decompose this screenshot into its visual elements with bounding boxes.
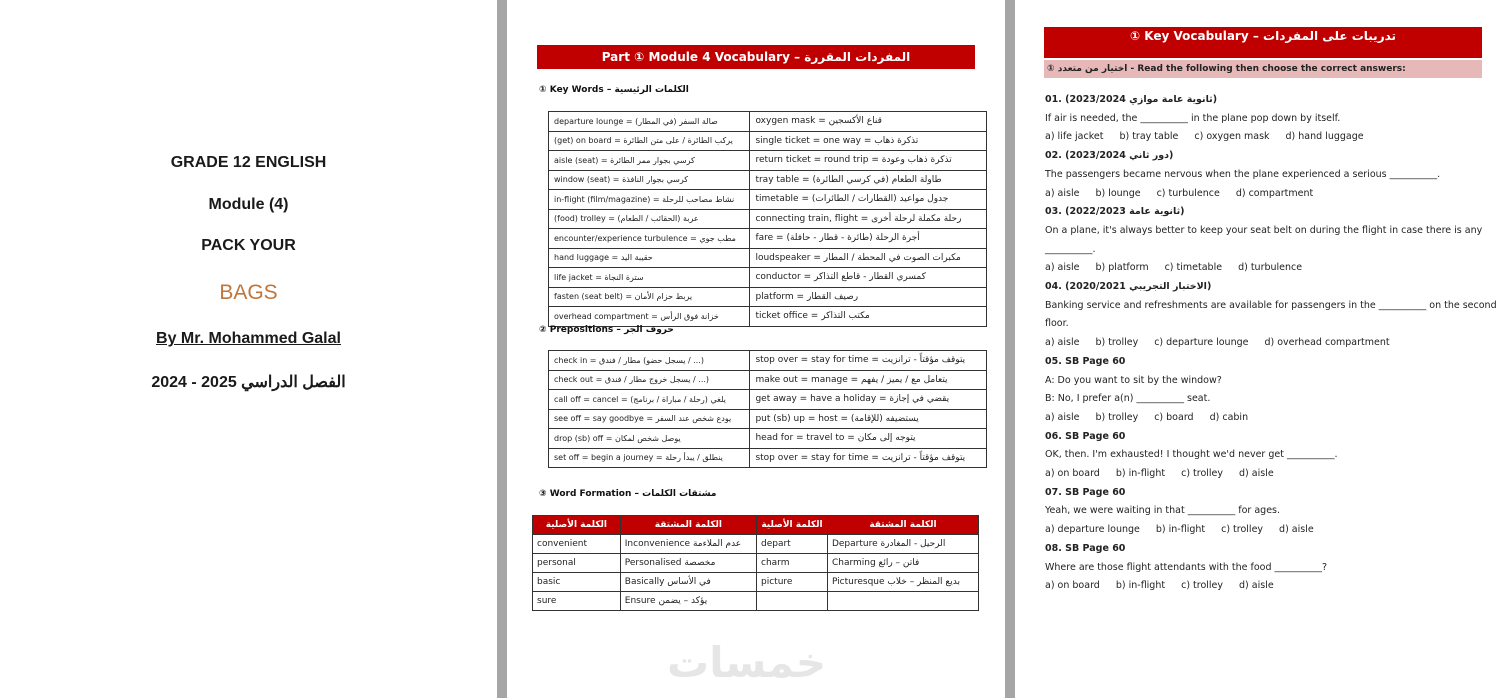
question-text: B: No, I prefer a(n) __________ seat. [1045, 393, 1211, 405]
answer-option[interactable]: d) compartment [1235, 187, 1314, 199]
grade-title: GRADE 12 ENGLISH [170, 154, 327, 171]
key-word-cell: return ticket = round trip = تذكرة ذهاب وعودة [750, 151, 987, 171]
key-word-cell: in-flight (film/magazine) = نشاط مصاحب للرحلة [549, 190, 750, 210]
key-words-table [548, 111, 987, 327]
answer-option[interactable]: b) lounge [1095, 187, 1141, 199]
question-text: If air is needed, the __________ in the plane pop down by itself. [1045, 112, 1341, 124]
answer-option[interactable]: a) life jacket [1045, 131, 1104, 143]
answer-option[interactable]: a) aisle [1045, 411, 1080, 423]
preposition-cell: head for = travel to = يتوجه إلى مكان [750, 429, 987, 449]
question-heading: 05. SB Page 60 [1045, 355, 1126, 367]
answer-option[interactable]: c) trolley [1221, 524, 1264, 536]
answer-option[interactable]: b) in-flight [1155, 524, 1206, 536]
preposition-cell: check in = يسجل حضو) مطار / فندق / ...) [549, 351, 750, 371]
key-word-cell: connecting train, flight = رحلة مكملة لرحلة أخرى [750, 209, 987, 229]
answer-option[interactable]: d) overhead compartment [1264, 337, 1390, 349]
word-formation-cell: charm [757, 554, 828, 573]
word-formation-cell: personal [533, 554, 621, 573]
answer-option[interactable]: b) trolley [1095, 337, 1139, 349]
answer-options [1045, 580, 1290, 591]
answer-option[interactable]: c) oxygen mask [1194, 131, 1270, 143]
answer-option[interactable]: d) turbulence [1238, 262, 1303, 274]
answer-option[interactable]: d) hand luggage [1285, 131, 1364, 143]
answer-options [1045, 262, 1318, 273]
answer-option[interactable]: b) in-flight [1115, 468, 1166, 479]
key-word-row [549, 248, 987, 268]
answer-options [1045, 337, 1406, 348]
preposition-row [549, 448, 987, 468]
key-word-row [549, 209, 987, 229]
preposition-cell: put (sb) up = host = يستضيفه (للإقامة) [750, 409, 987, 429]
word-formation-cell: Personalised مخصصة [620, 554, 756, 573]
answer-option[interactable]: a) on board [1045, 468, 1100, 479]
word-formation-cell: picture [757, 573, 828, 592]
word-formation-table [532, 515, 979, 611]
preposition-row [549, 429, 987, 449]
answer-option[interactable]: d) aisle [1239, 468, 1274, 479]
question-text: A: Do you want to sit by the window? [1045, 374, 1222, 386]
question-text: OK, then. I'm exhausted! I thought we'd never get __________. [1045, 449, 1338, 461]
word-formation-cell: Ensure يؤكد – يضمن [620, 592, 756, 611]
answer-option[interactable]: d) cabin [1209, 411, 1249, 423]
answer-option[interactable]: a) departure lounge [1045, 524, 1140, 536]
key-word-cell: aisle (seat) = كرسي بجوار ممر الطائرة [549, 151, 750, 171]
preposition-cell: call off = cancel = يلغي (رحلة / مباراة / برنامج) [549, 390, 750, 410]
answer-options [1045, 524, 1330, 535]
question-text: Banking service and refreshments are available for passengers in the __________ on the second [1045, 299, 1497, 311]
page-vocabulary [507, 0, 1005, 698]
word-formation-row [533, 573, 979, 592]
word-formation-cell: Departure الرحيل - المغادرة [827, 535, 978, 554]
word-formation-cell: sure [533, 592, 621, 611]
key-word-row [549, 112, 987, 132]
question-text: __________. [1045, 243, 1096, 255]
key-word-cell: window (seat) = كرسي بجوار النافذة [549, 170, 750, 190]
preposition-cell: get away = have a holiday = يقضي في إجازة [750, 390, 987, 410]
key-word-cell: life jacket = سترة النجاة [549, 268, 750, 288]
question-heading: 03. (2022/2023 ثانوية عامة) [1045, 206, 1185, 218]
key-word-cell: (food) trolley = عربة (الحقائب / الطعام) [549, 209, 750, 229]
key-word-cell: ticket office = مكتب التذاكر [750, 307, 987, 327]
preposition-row [549, 409, 987, 429]
question-text: The passengers became nervous when the plane experienced a serious __________. [1045, 168, 1441, 180]
preposition-cell: check out = يسجل خروج مطار / فندق / ...) [549, 370, 750, 390]
key-word-row [549, 268, 987, 288]
answer-option[interactable]: d) aisle [1239, 580, 1274, 592]
answer-option[interactable]: a) on board [1045, 580, 1100, 592]
answer-option[interactable]: c) trolley [1181, 468, 1224, 479]
question-heading: 08. SB Page 60 [1045, 542, 1126, 554]
vocab-header: Part ① Module 4 Vocabulary – المفردات المقررة [537, 45, 975, 69]
word-formation-cell: Basically في الأساس [620, 573, 756, 592]
question-text: floor. [1045, 318, 1069, 330]
word-formation-header: الكلمة المشتقة [620, 516, 756, 535]
preposition-cell: set off = begin a journey = ينطلق / يبدأ رحلة [549, 448, 750, 468]
answer-option[interactable]: c) trolley [1181, 580, 1224, 592]
word-formation-cell [757, 592, 828, 611]
key-word-cell: tray table = طاولة الطعام (في كرسي الطائرة) [750, 170, 987, 190]
answer-option[interactable]: c) departure lounge [1154, 337, 1249, 349]
exercise-header: ① Key Vocabulary – تدريبات على المفردات [1044, 27, 1482, 58]
prepositions-table [548, 350, 987, 468]
word-formation-cell: Picturesque بديع المنظر – خلاب [827, 573, 978, 592]
preposition-cell: stop over = stay for time = يتوقف مؤقتاً - ترانزيت [750, 448, 987, 468]
key-word-row [549, 307, 987, 327]
question-text: Where are those flight attendants with the food __________? [1045, 561, 1328, 573]
title-line2: BAGS [219, 281, 278, 304]
prepositions-title: ② Prepositions – حروف الجر [539, 325, 674, 335]
question-heading: 01. (2023/2024 ثانوية عامة موازي) [1045, 94, 1218, 105]
question-text: On a plane, it's always better to keep your seat belt on during the flight in case there is any [1045, 224, 1483, 236]
key-word-cell: loudspeaker = مكبرات الصوت في المحطة / المطار [750, 248, 987, 268]
word-formation-cell: basic [533, 573, 621, 592]
preposition-cell: make out = manage = يتعامل مع / يميز / يفهم [750, 370, 987, 390]
key-word-cell: fasten (seat belt) = يربط حزام الأمان [549, 287, 750, 307]
answer-option[interactable]: d) aisle [1279, 524, 1314, 536]
page-cover [0, 0, 497, 698]
word-formation-header: الكلمة الأصلية [757, 516, 828, 535]
word-formation-cell: depart [757, 535, 828, 554]
key-word-cell: encounter/experience turbulence = مطب جوي [549, 229, 750, 249]
watermark-logo: خمسات [667, 638, 827, 687]
question-heading: 02. (2023/2024 دور ثاني) [1045, 150, 1174, 162]
key-word-row [549, 229, 987, 249]
key-word-row [549, 170, 987, 190]
answer-options [1045, 131, 1380, 142]
answer-option[interactable]: c) timetable [1164, 262, 1223, 274]
key-word-cell: conductor = كمسري القطار - قاطع التذاكر [750, 268, 987, 288]
answer-option[interactable]: a) aisle [1045, 187, 1080, 199]
word-formation-header: الكلمة الأصلية [533, 516, 621, 535]
word-formation-cell: Inconvenience عدم الملاءمة [620, 535, 756, 554]
key-word-row [549, 287, 987, 307]
key-word-cell: hand luggage = حقيبة اليد [549, 248, 750, 268]
word-formation-cell [827, 592, 978, 611]
preposition-row [549, 390, 987, 410]
page-exercises [1015, 0, 1512, 698]
preposition-row [549, 370, 987, 390]
key-word-row [549, 190, 987, 210]
key-word-cell: single ticket = one way = تذكرة ذهاب [750, 131, 987, 151]
title-line1: PACK YOUR [201, 237, 296, 254]
key-word-cell: fare = أجرة الرحلة (طائرة - قطار - حافلة) [750, 229, 987, 249]
word-formation-cell: convenient [533, 535, 621, 554]
answer-option[interactable]: b) in-flight [1115, 580, 1166, 592]
school-year: الفصل الدراسي 2025 - 2024 [151, 374, 346, 391]
question-text: Yeah, we were waiting in that __________ for ages. [1045, 505, 1281, 517]
key-word-cell: timetable = جدول مواعيد (القطارات / الطائرات) [750, 190, 987, 210]
answer-option[interactable]: b) trolley [1095, 411, 1139, 423]
key-word-cell: platform = رصيف القطار [750, 287, 987, 307]
answer-option[interactable]: a) aisle [1045, 262, 1080, 274]
question-heading: 07. SB Page 60 [1045, 486, 1126, 498]
answer-options [1045, 468, 1290, 479]
answer-option[interactable]: b) tray table [1119, 131, 1179, 143]
key-word-cell: (get) on board = يركب الطائرة / على متن الطائرة [549, 131, 750, 151]
question-heading: 04. (2020/2021 الاختبار التجريبي) [1045, 281, 1212, 292]
word-formation-row [533, 592, 979, 611]
key-word-row [549, 151, 987, 171]
module-title: Module (4) [208, 196, 289, 213]
answer-option[interactable]: c) turbulence [1156, 187, 1220, 199]
key-word-cell: overhead compartment = خزانة فوق الرأس [549, 307, 750, 327]
answer-options [1045, 412, 1264, 423]
answer-option[interactable]: c) board [1154, 411, 1194, 423]
author: By Mr. Mohammed Galal [156, 330, 341, 347]
key-word-row [549, 131, 987, 151]
answer-options [1045, 188, 1329, 199]
key-word-cell: departure lounge = صالة السفر (في المطار) [549, 112, 750, 132]
answer-option[interactable]: b) platform [1095, 262, 1149, 274]
word-formation-header: الكلمة المشتقة [827, 516, 978, 535]
word-formation-cell: Charming فاتن – رائع [827, 554, 978, 573]
preposition-cell: stop over = stay for time = يتوقف مؤقتاً - ترانزيت [750, 351, 987, 371]
preposition-cell: drop (sb) off = يوصل شخص لمكان [549, 429, 750, 449]
preposition-row [549, 351, 987, 371]
word-formation-row [533, 554, 979, 573]
word-formation-title: ③ Word Formation – مشتقات الكلمات [539, 489, 717, 499]
instruction-bar: ① اختيار من متعدد - Read the following then choose the correct answers: [1044, 60, 1482, 78]
answer-option[interactable]: a) aisle [1045, 337, 1080, 349]
key-word-cell: oxygen mask = قناع الأكسجين [750, 112, 987, 132]
key-words-title: ① Key Words – الكلمات الرئيسية [539, 85, 689, 95]
word-formation-row [533, 535, 979, 554]
preposition-cell: see off = say goodbye = يودع شخص عند السفر [549, 409, 750, 429]
question-heading: 06. SB Page 60 [1045, 430, 1126, 442]
